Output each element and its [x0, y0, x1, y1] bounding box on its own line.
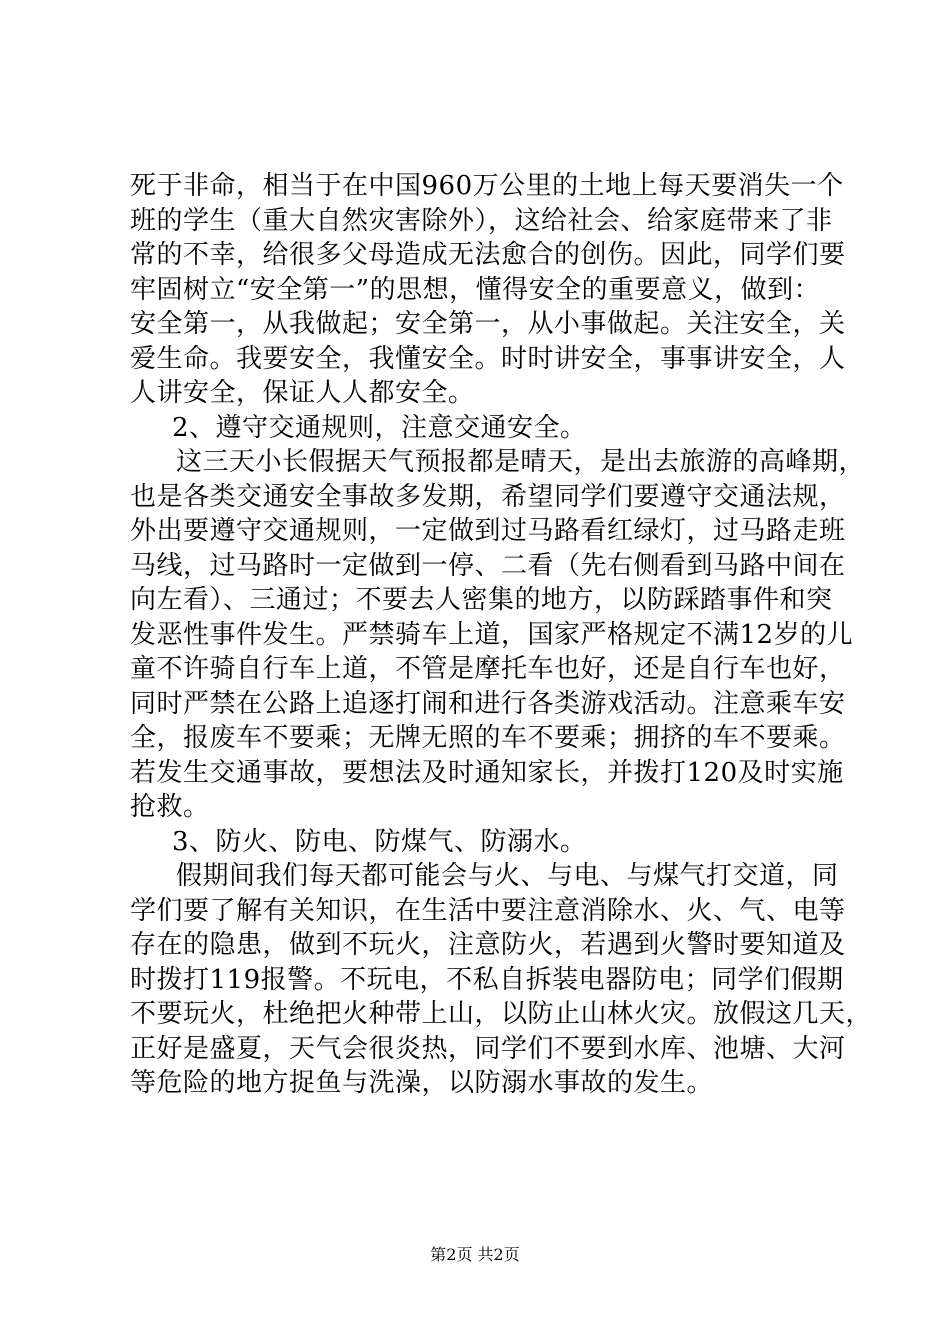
text-line: 也是各类交通安全事故多发期，希望同学们要遵守交通法规， [130, 481, 846, 512]
section-heading-traffic [130, 411, 830, 446]
text-line: 牢固树立“安全第一”的思想，懂得安全的重要意义，做到： [130, 274, 821, 305]
text-line: 全，报废车不要乘；无牌无照的车不要乘；拥挤的车不要乘。 [130, 723, 846, 753]
text-line: 人讲安全，保证人人都安全。 [130, 378, 475, 408]
text-line: 正好是盛夏，天气会很炎热，同学们不要到水库、池塘、大河 [130, 1033, 846, 1064]
text-line: 若发生交通事故，要想法及时通知家长，并拨打120及时实施 [130, 757, 844, 788]
text-line: 爱生命。我要安全，我懂安全。时时讲安全，事事讲安全，人 [130, 343, 846, 374]
text-line: 发恶性事件发生。严禁骑车上道，国家严格规定不满12岁的儿 [130, 619, 854, 650]
text-line: 抢救。 [130, 792, 210, 822]
text-line: 同时严禁在公路上追逐打闹和进行各类游戏活动。注意乘车安 [130, 688, 846, 719]
page-number: 第2页 共2页 [430, 1245, 520, 1264]
section-heading-fire [130, 825, 830, 860]
paragraph-traffic-safety [130, 445, 866, 825]
paragraph-fire-water-safety [130, 859, 873, 1101]
text-line: 假期间我们每天都可能会与火、与电、与煤气打交道，同 [176, 861, 839, 891]
text-line: 死于非命，相当于在中国960万公里的土地上每天要消失一个 [130, 171, 844, 201]
text-line: 时拨打119报警。不玩电，不私自拆装电器防电；同学们假期 [130, 964, 844, 995]
text-line: 存在的隐患，做到不玩火，注意防火，若遇到火警时要知道及 [130, 930, 846, 960]
text-line: 班的学生（重大自然灾害除外），这给社会、给家庭带来了非 [130, 205, 833, 236]
text-line: 常的不幸，给很多父母造成无法愈合的创伤。因此，同学们要 [130, 240, 846, 270]
heading-line: 3、防火、防电、防煤气、防溺水。 [172, 826, 587, 857]
paragraph-intro-continuation [130, 169, 846, 411]
text-line: 等危险的地方捉鱼与洗澡，以防溺水事故的发生。 [130, 1068, 714, 1098]
text-line: 不要玩火，杜绝把火种带上山，以防止山林火灾。放假这几天， [130, 999, 873, 1029]
text-line: 学们要了解有关知识，在生活中要注意消除水、火、气、电等 [130, 895, 846, 926]
text-line: 童不许骑自行车上道，不管是摩托车也好，还是自行车也好， [130, 654, 846, 684]
text-line: 向左看）、三通过；不要去人密集的地方，以防踩踏事件和突 [130, 585, 833, 615]
page-footer [0, 1245, 950, 1265]
text-line: 马线，过马路时一定做到一停、二看（先右侧看到马路中间在 [130, 550, 846, 581]
text-line: 安全第一，从我做起；安全第一，从小事做起。关注安全，关 [130, 309, 846, 339]
text-line: 外出要遵守交通规则，一定做到过马路看红绿灯，过马路走班 [130, 516, 846, 546]
text-line: 这三天小长假据天气预报都是晴天，是出去旅游的高峰期， [176, 447, 866, 477]
document-body [130, 169, 873, 1101]
heading-line: 2、遵守交通规则，注意交通安全。 [172, 412, 587, 443]
